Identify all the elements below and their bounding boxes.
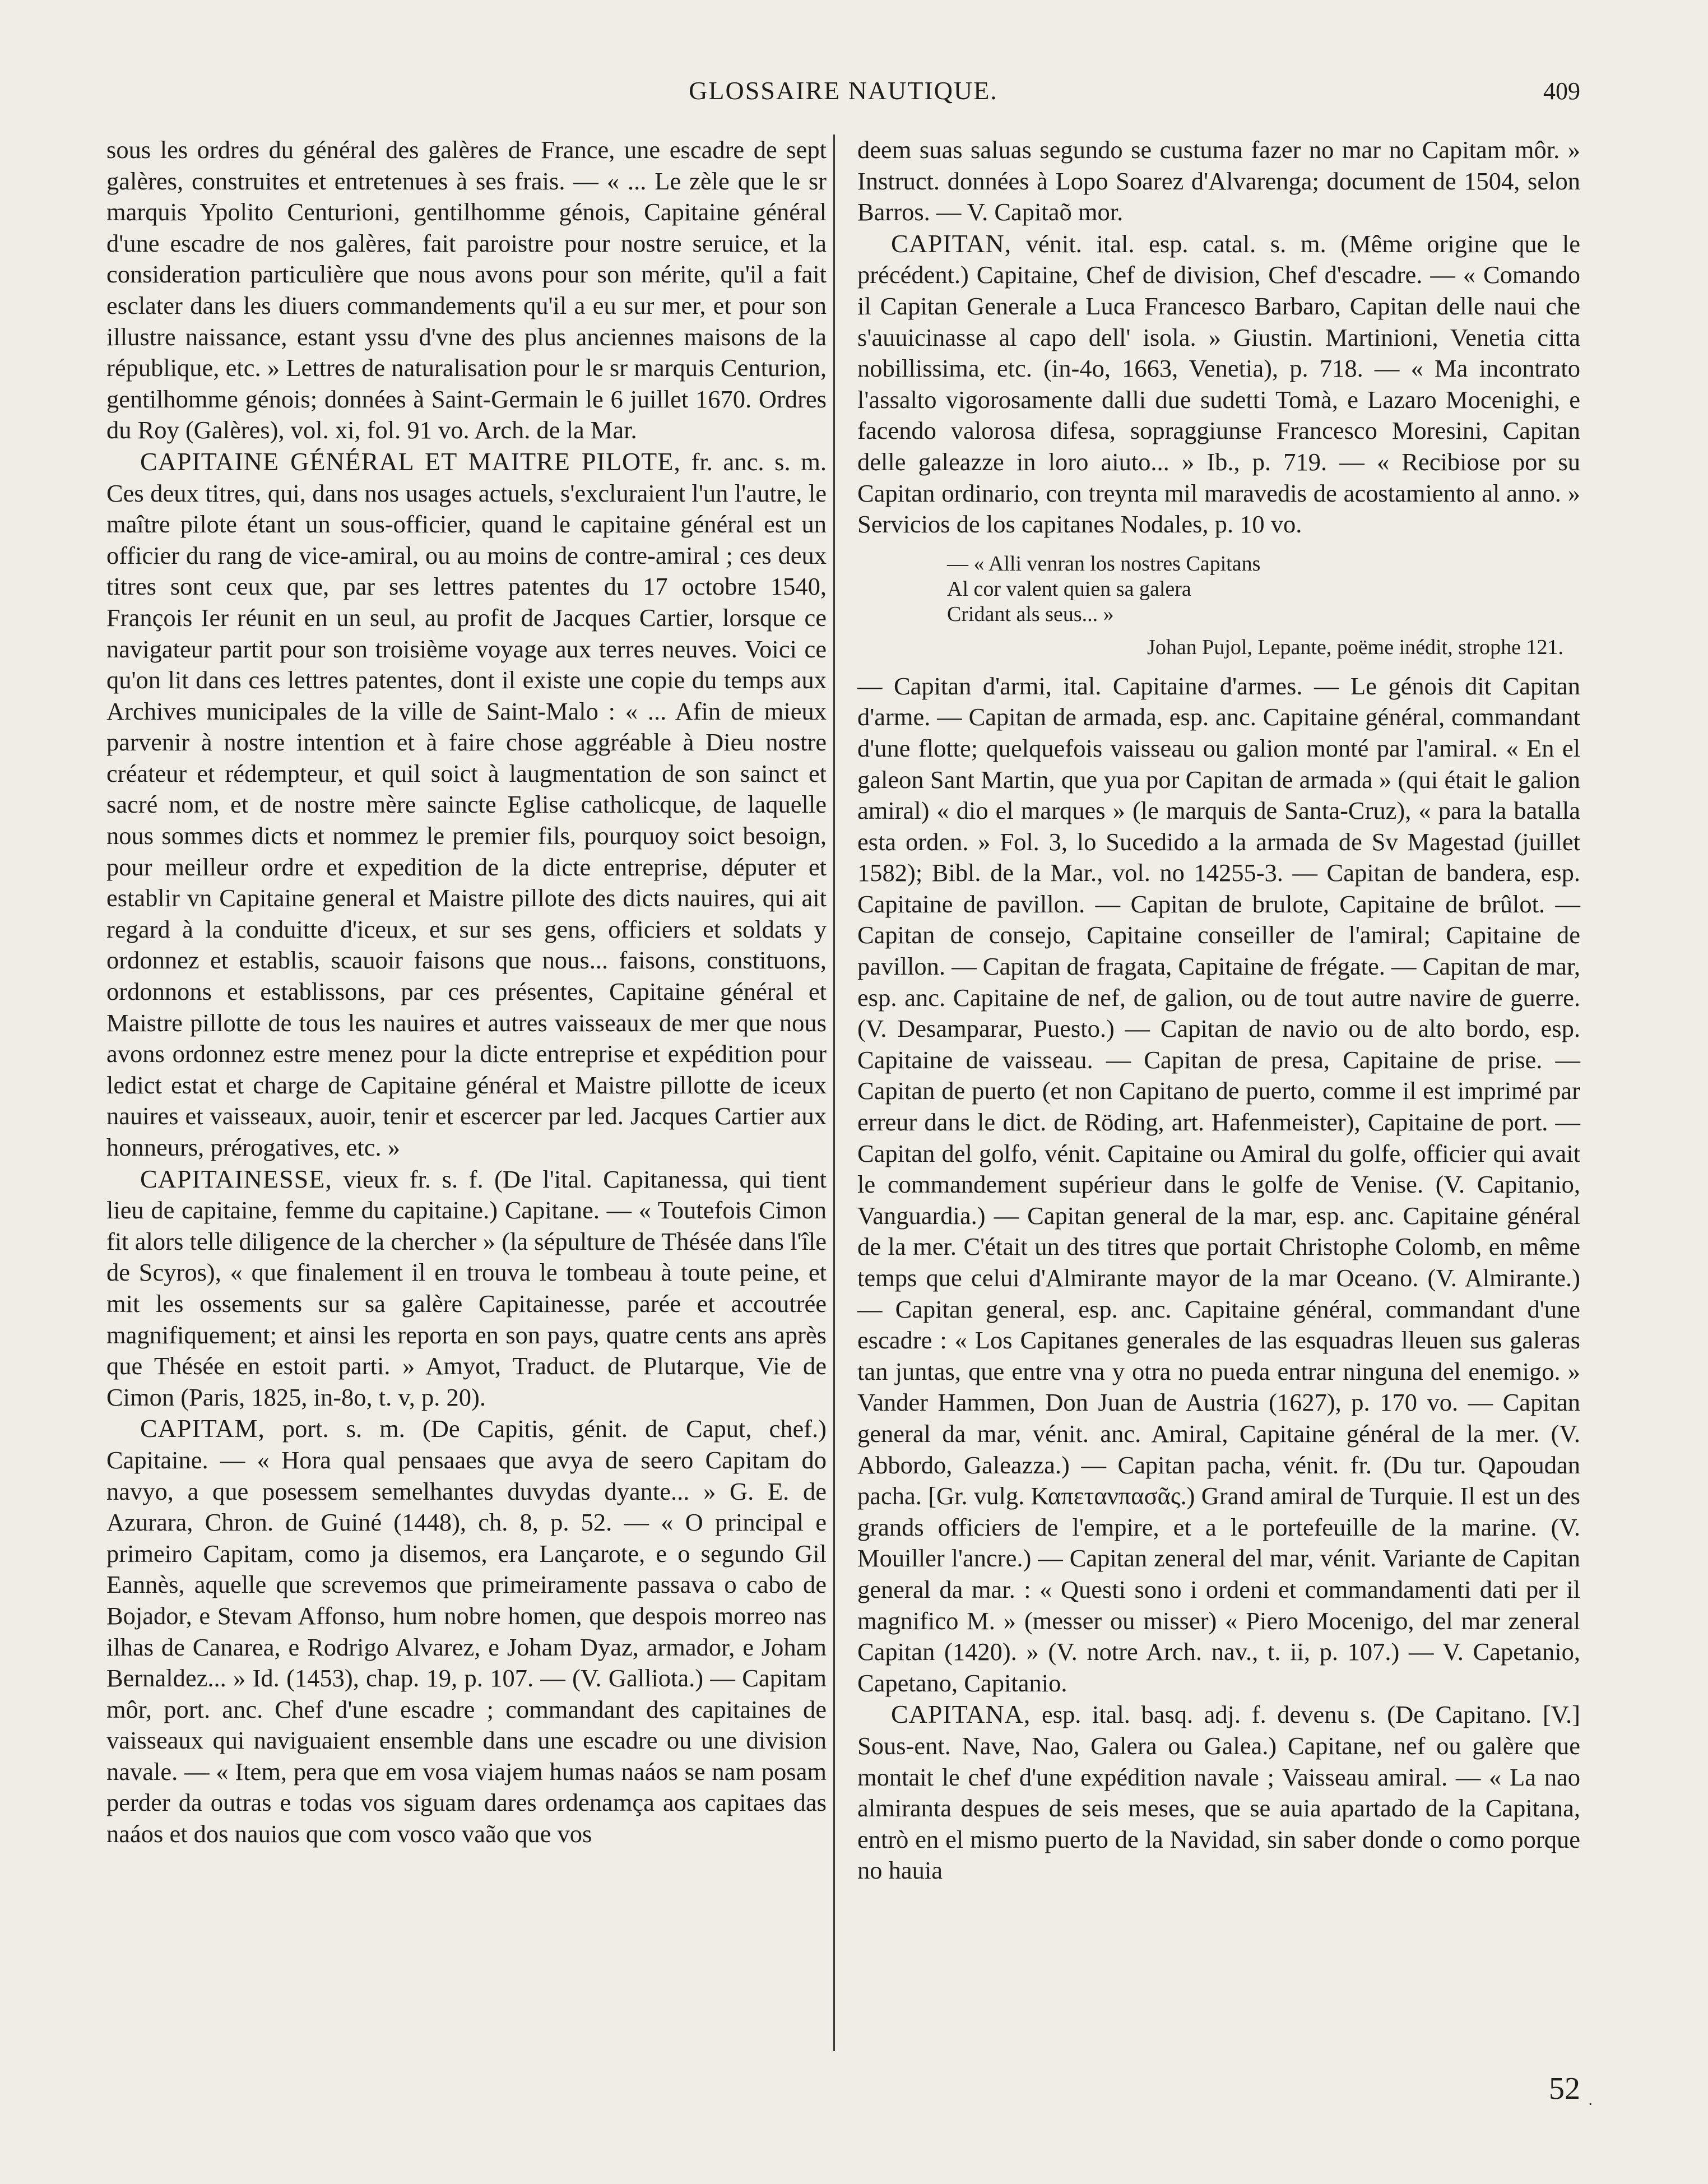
entry-paragraph (106, 1163, 827, 1413)
entry-paragraph (857, 1699, 1580, 1886)
entry-paragraph (106, 446, 827, 1163)
page-number: 409 (1543, 77, 1580, 105)
verse-line: Cridant als seus... » (947, 602, 1114, 626)
entry-body: fr. anc. s. m. Ces deux titres, qui, dans nos usages actuels, s'excluraient l'un l'autre, le maître pilote étant un sous-officier, quand le capitaine général est un officier du rang de vice-amiral, ou au moins de contre-amiral ; ces deux titres sont ceux que, par ses lettres patentes du 17 octobre 1540, François Ier réunit en un seul, au profit de Jacques Cartier, lorsque ce navigateur partit pour son troisième voyage aux terres neuves. Voici ce qu'on lit dans ces lettres patentes, dont il existe une copie du temps aux Archives municipales de la ville de Saint-Malo : « ... Afin de mieux parvenir à nostre intention et à faire chose aggréable à Dieu nostre créateur et rédempteur, et quil soict à laugmentation de son sainct et sacré nom, et de nostre mère saincte Eglise catholicque, de laquelle nous sommes dicts et nommez le premier fils, pourquoy soict besoign, pour meilleur ordre et expedition de la dicte entreprise, députer et establir vn Capitaine general et Maistre pillote des dicts nauires, qui ait regard à la conduitte d'iceux, et sur ses gens, officiers et soldats y ordonnez et establis, scauoir faisons que nous... faisons, constituons, ordonnons et establissons, par ces présentes, Capitaine général et Maistre pillotte de tous les nauires et autres vaisseaux de mer que nous avons ordonnez estre menez pour la dicte entreprise et expédition pour ledict estat et charge de Capitaine général et Maistre pillotte de iceux nauires et vaisseaux, auoir, tenir et escercer par led. Jacques Cartier aux honneurs, prérogatives, etc. » (106, 447, 827, 1161)
paragraph: — Capitan d'armi, ital. Capitaine d'armes. — Le génois dit Capitan d'arme. — Capitan de armada, esp. anc. Capitaine général, commandant d'une flotte; quelquefois vaisseau ou galion monté par l'amiral. « En el galeon Sant Martin, que yua por Capitan de armada » (qui était le galion amiral) « dio el marques » (le marquis de Santa-Cruz), « para la batalla esta orden. » Fol. 3, lo Sucedido a la armada de Sv Magestad (juillet 1582); Bibl. de la Mar., vol. no 14255-3. — Capitan de bandera, esp. Capitaine de pavillon. — Capitan de brulote, Capitaine de brûlot. — Capitan de consejo, Capitaine conseiller de l'amiral; Capitaine de pavillon. — Capitan de fragata, Capitaine de frégate. — Capitan de mar, esp. anc. Capitaine de nef, de galion, ou de tout autre navire de guerre. (V. Desamparar, Puesto.) — Capitan de navio ou de alto bordo, esp. Capitaine de vaisseau. — Capitan de presa, Capitaine de prise. — Capitan de puerto (et non Capitano de puerto, comme il est imprimé par erreur dans le dict. de Röding, art. Hafenmeister), Capitaine de port. — Capitan del golfo, vénit. Capitaine ou Amiral du golfe, officier qui avait le commandement supérieur dans le golfe de Venise. (V. Capitanio, Vanguardia.) — Capitan general de la mar, esp. anc. Capitaine général de la mer. C'était un des titres que portait Christophe Colomb, en même temps que celui d'Almirante mayor de la mar Oceano. (V. Almirante.) — Capitan general, esp. anc. Capitaine général, commandant d'une escadre : « Los Capitanes generales de las esquadras lleuen sus galeras tan juntas, que entre vna y otra no pueda entrar ninguna del enemigo. » Vander Hammen, Don Juan de Austria (1627), p. 170 vo. — Capitan general da mar, vénit. anc. Amiral, Capitaine général de la mer. (V. Abbordo, Galeazza.) — Capitan pacha, vénit. fr. (Du tur. Qapoudan pacha. [Gr. vulg. Καπετανπασᾶς.) Grand amiral de Turquie. Il est un des grands officiers de l'empire, et a le portefeuille de la marine. (V. Mouiller l'ancre.) — Capitan zeneral del mar, vénit. Variante de Capitan general da mar. : « Questi sono i ordeni et commandamenti dati per il magnifico M. » (messer ou misser) « Piero Mocenigo, del mar zeneral Capitan (1420). » (V. notre Arch. nav., t. ii, p. 107.) — V. Capetanio, Capetano, Capitanio. (857, 671, 1580, 1697)
paragraph: sous les ordres du général des galères de France, une escadre de sept galères, construites et entretenues à ses frais. — « ... Le zèle que le sr marquis Ypolito Centurioni, gentilhomme génois, Capitaine général d'une escadre de nos galères, fait paroistre pour nostre seruice, et la consideration particulière que nous avons pour son mérite, qu'il a fait esclater dans les diuers commandements qu'il a eu sur mer, et pour son illustre naissance, estant yssu d'vne des plus anciennes maisons de la république, etc. » Lettres de naturalisation pour le sr marquis Centurion, gentilhomme génois; données à Saint-Germain le 6 juillet 1670. Ordres du Roy (Galères), vol. xi, fol. 91 vo. Arch. de la Mar. (106, 136, 827, 444)
head-word: CAPITAINESSE, (140, 1164, 332, 1193)
entry-body: port. s. m. (De Capitis, génit. de Caput, chef.) Capitaine. — « Hora qual pensaaes que avya de seero Capitam do navyo, a que posessem semelhantes duvydas dyante... » G. E. de Azurara, Chron. de Guiné (1448), ch. 8, p. 52. — « O principal e primeiro Capitam, como ja disemos, era Lançarote, e o segundo Gil Eannès, aquelle que screvemos que primeiramente passava o cabo de Bojador, e Stevam Affonso, hum nobre homen, que despois morreo nas ilhas de Canarea, e Rodrigo Alvarez, e Joham Dyaz, armador, e Joham Bernaldez... » Id. (1453), chap. 19, p. 107. — (V. Galliota.) — Capitam môr, port. anc. Chef d'une escadre ; commandant des capitaines de vaisseaux qui naviguaient ensemble dans une escadre ou une division navale. — « Item, pera que em vosa viajem humas naáos se nam posam perder da outras e todas vos siguam dares ordenamça aos capitaes das naáos et dos nauios que com vosco vaão que vos (106, 1415, 827, 1848)
column-rule (833, 135, 835, 2051)
running-head (106, 76, 1580, 115)
signature-dot: · (1588, 2096, 1593, 2113)
entry-paragraph (106, 1413, 827, 1849)
entry-body: vénit. ital. esp. catal. s. m. (Même origine que le précédent.) Capitaine, Chef de division, Chef d'escadre. — « Comando il Capitan Generale a Luca Francesco Barbaro, Capitan delle naui che s'auuicinasse al capo dell' isola. » Giustin. Martinioni, Venetia citta nobillissima, etc. (in-4o, 1663, Venetia), p. 718. — « Ma incontrato l'assalto vigorosamente dalli due sudetti Tomà, e Lazaro Mocenighi, e facendo valorosa difesa, sopraggiunse Francesco Moresini, Capitan delle galeazze in loro aiuto... » Ib., p. 719. — « Recibiose por su Capitan ordinario, con treynta mil maravedis de acostamiento al anno. » Servicios de los capitanes Nodales, p. 10 vo. (857, 229, 1580, 539)
verse-line: — « Alli venran los nostres Capitans (947, 551, 1261, 576)
entry-body: esp. ital. basq. adj. f. devenu s. (De Capitano. [V.] Sous-ent. Nave, Nao, Galera ou Galea.) Capitane, nef ou galère que montait le chef d'une expédition navale ; Vaisseau amiral. — « La nao almiranta despues de seis meses, que se auia apartado de la Capitana, entrò en el mismo puerto de la Navidad, sin saber donde o como porque no hauia (857, 1700, 1580, 1885)
head-word: CAPITANA, (891, 1700, 1031, 1729)
entry-paragraph (857, 228, 1580, 540)
signature-mark: 52 (1549, 2071, 1580, 2106)
head-word: CAPITAN, (891, 229, 1012, 258)
verse-credit: Johan Pujol, Lepante, poëme inédit, strophe 121. (1147, 635, 1563, 659)
verse-quote (857, 551, 1580, 627)
right-column (857, 135, 1580, 1886)
entry-body: vieux fr. s. f. (De l'ital. Capitanessa, qui tient lieu de capitaine, femme du capitaine.) Capitane. — « Toutefois Cimon fit alors telle diligence de la chercher » (la sépulture de Thésée dans l'île de Scyros), « que finalement il en trouva le tombeau à toute peine, et mit les ossements sur sa galère Capitainesse, parée et accoutrée magnifiquement; et ainsi les reporta en son pays, quatre cents ans après que Thésée en estoit parti. » Amyot, Traduct. de Plutarque, Vie de Cimon (Paris, 1825, in-8o, t. v, p. 20). (106, 1165, 827, 1411)
head-word: CAPITAINE GÉNÉRAL ET MAITRE PILOTE, (140, 447, 681, 476)
head-word: CAPITAM, (140, 1414, 265, 1443)
paragraph: deem suas saluas segundo se custuma fazer no mar no Capitam môr. » Instruct. données à Lopo Soarez d'Alvarenga; document de 1504, selon Barros. — V. Capitaõ mor. (857, 136, 1580, 226)
verse-line: Al cor valent quien sa galera (947, 577, 1191, 601)
header-title: GLOSSAIRE NAUTIQUE. (689, 76, 998, 105)
left-column (106, 135, 827, 1850)
